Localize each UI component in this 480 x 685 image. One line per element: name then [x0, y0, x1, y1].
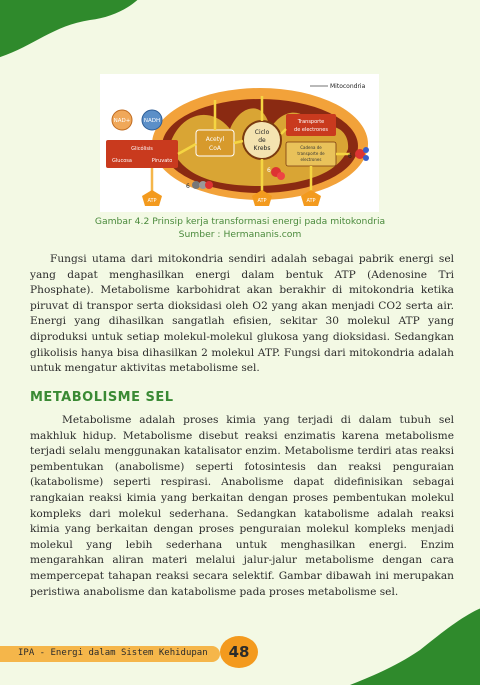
- mitochondria-figure: [100, 74, 379, 212]
- six-molecules-label-1: 6: [186, 183, 190, 190]
- atp-badge-1: [142, 190, 162, 206]
- svg-text:ATP: ATP: [306, 198, 316, 204]
- paragraph-mitochondria: Fungsi utama dari mitokondria sendiri adalah sebagai pabrik energi sel yang dapat menghasilkan energi dalam bentuk ATP (Adenosine Tri Phosphate). Metabolisme karbohidrat akan berakhir di mitokondria ketika piruvat di transpor serta dioksidasi oleh O2 yang akan menjadi CO2 serta air. Energi yang dihasilkan sangatlah efisien, sekitar 30 molekul ATP yang diproduksi untuk setiap molekul-molekul glukosa yang dioksidasi. Sedangkan glikolisis hanya bisa dihasilkan 2 molekul ATP. Fungsi dari mitokondria adalah untuk mengatur aktivitas metabolisme sel.: [30, 253, 454, 375]
- mitochondria-label: Mitocondria: [330, 83, 366, 90]
- chain-label-1: Cadena de: [300, 145, 322, 150]
- coa-label: CoA: [209, 145, 221, 152]
- krebs-label-2: de: [258, 137, 266, 144]
- transport-label-1: Transporte: [297, 119, 325, 125]
- transport-label-2: de electrones: [294, 127, 328, 133]
- krebs-label-1: Ciclo: [254, 129, 270, 136]
- six-molecules-label-3: 6: [348, 153, 352, 160]
- svg-text:ATP: ATP: [147, 198, 157, 204]
- footer-text: IPA - Energi dalam Sistem Kehidupan: [18, 648, 208, 658]
- section-heading: METABOLISME SEL: [30, 390, 174, 405]
- nad-plus-label: NAD+: [113, 118, 131, 124]
- decorative-corner-blob-bottom: [350, 605, 480, 685]
- krebs-label-3: Krebs: [253, 145, 271, 152]
- chain-label-3: electrones: [300, 157, 322, 162]
- mitochondria-diagram: [100, 74, 379, 212]
- nadh-label: NADH: [143, 118, 161, 124]
- paragraph-metabolisme: Metabolisme adalah proses kimia yang terjadi di dalam tubuh sel makhluk hidup. Metabolisme disebut reaksi enzimatis karena metabolisme terjadi selalu menggunakan katalisator enzim. Metabolisme terdiri atas reaksi pembentukan (anabolisme) seperti fotosintesis dan reaksi penguraian (katabolisme) seperti respirasi. Anabolisme dapat didefinisikan sebagai rangkaian reaksi kimia yang berkaitan dengan proses pembentukan molekul kompleks dari molekul sederhana. Sedangkan katabolisme adalah reaksi kimia yang berkaitan dengan proses penguraian molekul kompleks menjadi molekul yang lebih sederhana untuk menghasilkan energi. Enzim mengarahkan aliran materi melalui jalur-jalur metabolisme dengan cara mempercepat tahapan reaksi secara selektif. Gambar dibawah ini merupakan peristiwa anabolisme dan katabolisme pada proses metabolisme sel.: [30, 414, 454, 598]
- molecule-icon: [192, 181, 200, 189]
- glycolysis-label: Glicólisis: [131, 146, 153, 152]
- figure-source: Sumber : Hermananis.com: [178, 229, 302, 240]
- acetyl-label: Acetyl: [205, 136, 225, 143]
- decorative-corner-blob-top: [0, 0, 160, 70]
- chain-label-2: transporte de: [297, 151, 325, 156]
- figure-caption: Gambar 4.2 Prinsip kerja transformasi energi pada mitokondria: [94, 216, 386, 227]
- six-molecules-label-2: 6: [267, 167, 271, 174]
- page-number: 48: [220, 636, 258, 668]
- pyruvate-label: Piruvato: [151, 158, 173, 164]
- acetyl-coa-box: [196, 130, 234, 156]
- svg-text:ATP: ATP: [257, 198, 267, 204]
- glucose-label: Glucosa: [112, 158, 132, 164]
